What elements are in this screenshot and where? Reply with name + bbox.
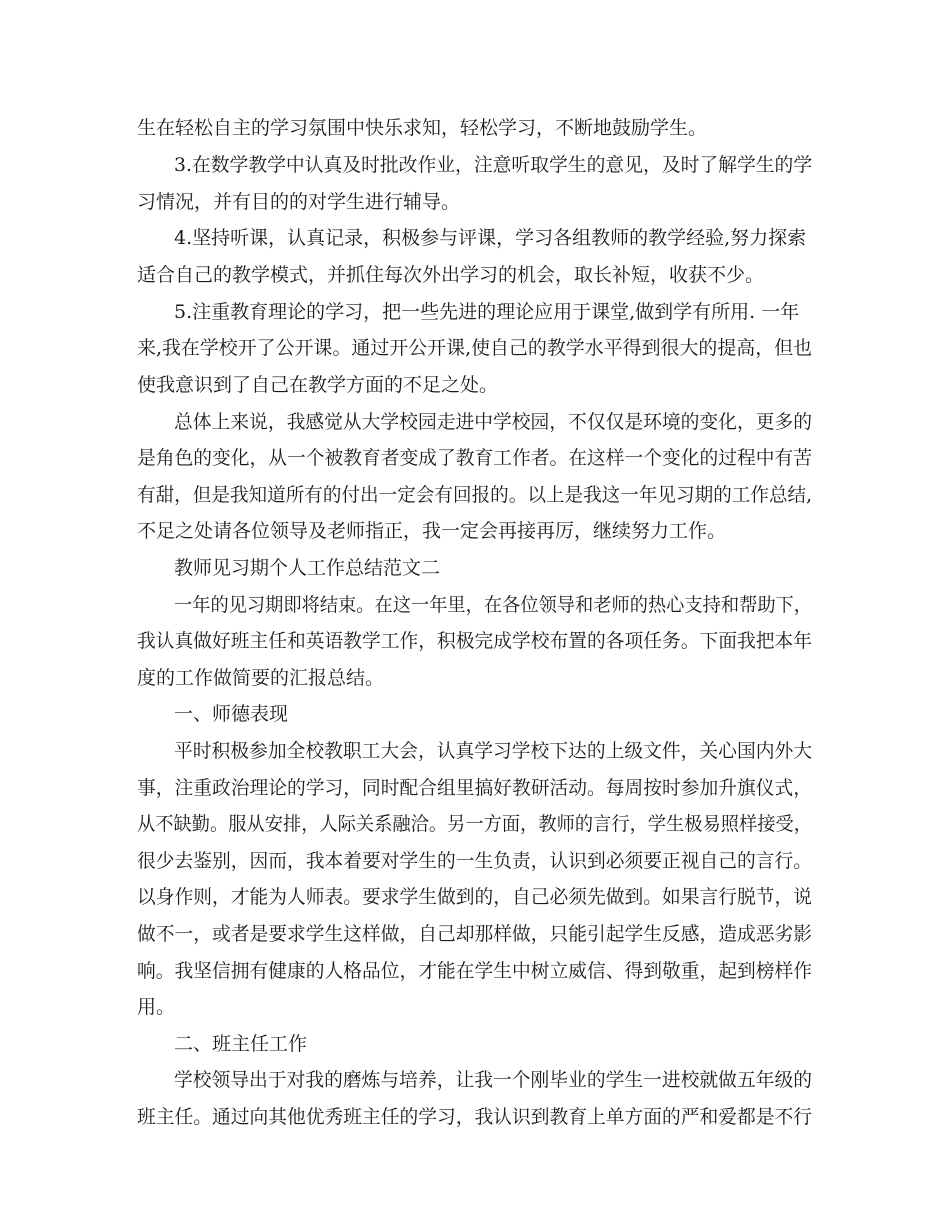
text-line: 4.坚持听课，认真记录，积极参与评课，学习各组教师的教学经验,努力探索 bbox=[174, 227, 807, 249]
text-line: 学校领导出于对我的磨炼与培养，让我一个刚毕业的学生一进校就做五年级的 bbox=[174, 1069, 813, 1091]
text-line: 一年的见习期即将结束。在这一年里，在各位领导和老师的热心支持和帮助下， bbox=[174, 594, 813, 616]
text-line: 我认真做好班主任和英语教学工作，积极完成学校布置的各项任务。下面我把本年 bbox=[137, 630, 813, 652]
text-line: 3.在数学教学中认真及时批改作业，注意听取学生的意见，及时了解学生的学 bbox=[174, 154, 813, 176]
text-line: 有甜，但是我知道所有的付出一定会有回报的。以上是我这一年见习期的工作总结, bbox=[137, 484, 813, 506]
text-line: 适合自己的教学模式，并抓住每次外出学习的机会，取长补短，收获不少。 bbox=[137, 264, 765, 286]
text-line: 做不一，或者是要求学生这样做，自己却那样做，只能引起学生反感，造成恶劣影 bbox=[137, 923, 813, 945]
text-line: 很少去鉴别，因而，我本着要对学生的一生负责，认识到必须要正视自己的言行。 bbox=[137, 850, 813, 872]
text-line: 生在轻松自主的学习氛围中快乐求知，轻松学习，不断地鼓励学生。 bbox=[137, 117, 708, 139]
text-line: 是角色的变化，从一个被教育者变成了教育工作者。在这样一个变化的过程中有苦 bbox=[137, 447, 813, 469]
text-line: 度的工作做简要的汇报总结。 bbox=[137, 667, 385, 689]
text-line: 班主任。通过向其他优秀班主任的学习，我认识到教育上单方面的严和爱都是不行 bbox=[137, 1106, 813, 1128]
section-heading: 一、师德表现 bbox=[174, 703, 289, 725]
text-line: 平时积极参加全校教职工大会，认真学习学校下达的上级文件，关心国内外大 bbox=[174, 740, 813, 762]
section-heading: 教师见习期个人工作总结范文二 bbox=[174, 557, 441, 579]
text-line: 习情况，并有目的的对学生进行辅导。 bbox=[137, 191, 461, 213]
text-line: 5.注重教育理论的学习，把一些先进的理论应用于课堂,做到学有所用. 一年 bbox=[174, 301, 800, 323]
text-line: 使我意识到了自己在教学方面的不足之处。 bbox=[137, 374, 499, 396]
text-line: 以身作则，才能为人师表。要求学生做到的，自己必须先做到。如果言行脱节，说 bbox=[137, 886, 813, 908]
text-line: 总体上来说，我感觉从大学校园走进中学校园，不仅仅是环境的变化，更多的 bbox=[174, 411, 813, 433]
text-line: 响。我坚信拥有健康的人格品位，才能在学生中树立威信、得到敬重，起到榜样作 bbox=[137, 960, 813, 982]
text-line: 事，注重政治理论的学习，同时配合组里搞好教研活动。每周按时参加升旗仪式， bbox=[137, 777, 813, 799]
text-line: 从不缺勤。服从安排，人际关系融洽。另一方面，教师的言行，学生极易照样接受， bbox=[137, 813, 813, 835]
text-line: 用。 bbox=[137, 996, 176, 1018]
text-line: 不足之处请各位领导及老师指正，我一定会再接再厉，继续努力工作。 bbox=[137, 520, 727, 542]
section-heading: 二、班主任工作 bbox=[174, 1033, 308, 1055]
text-line: 来,我在学校开了公开课。通过开公开课,使自己的教学水平得到很大的提高，但也 bbox=[137, 337, 813, 359]
